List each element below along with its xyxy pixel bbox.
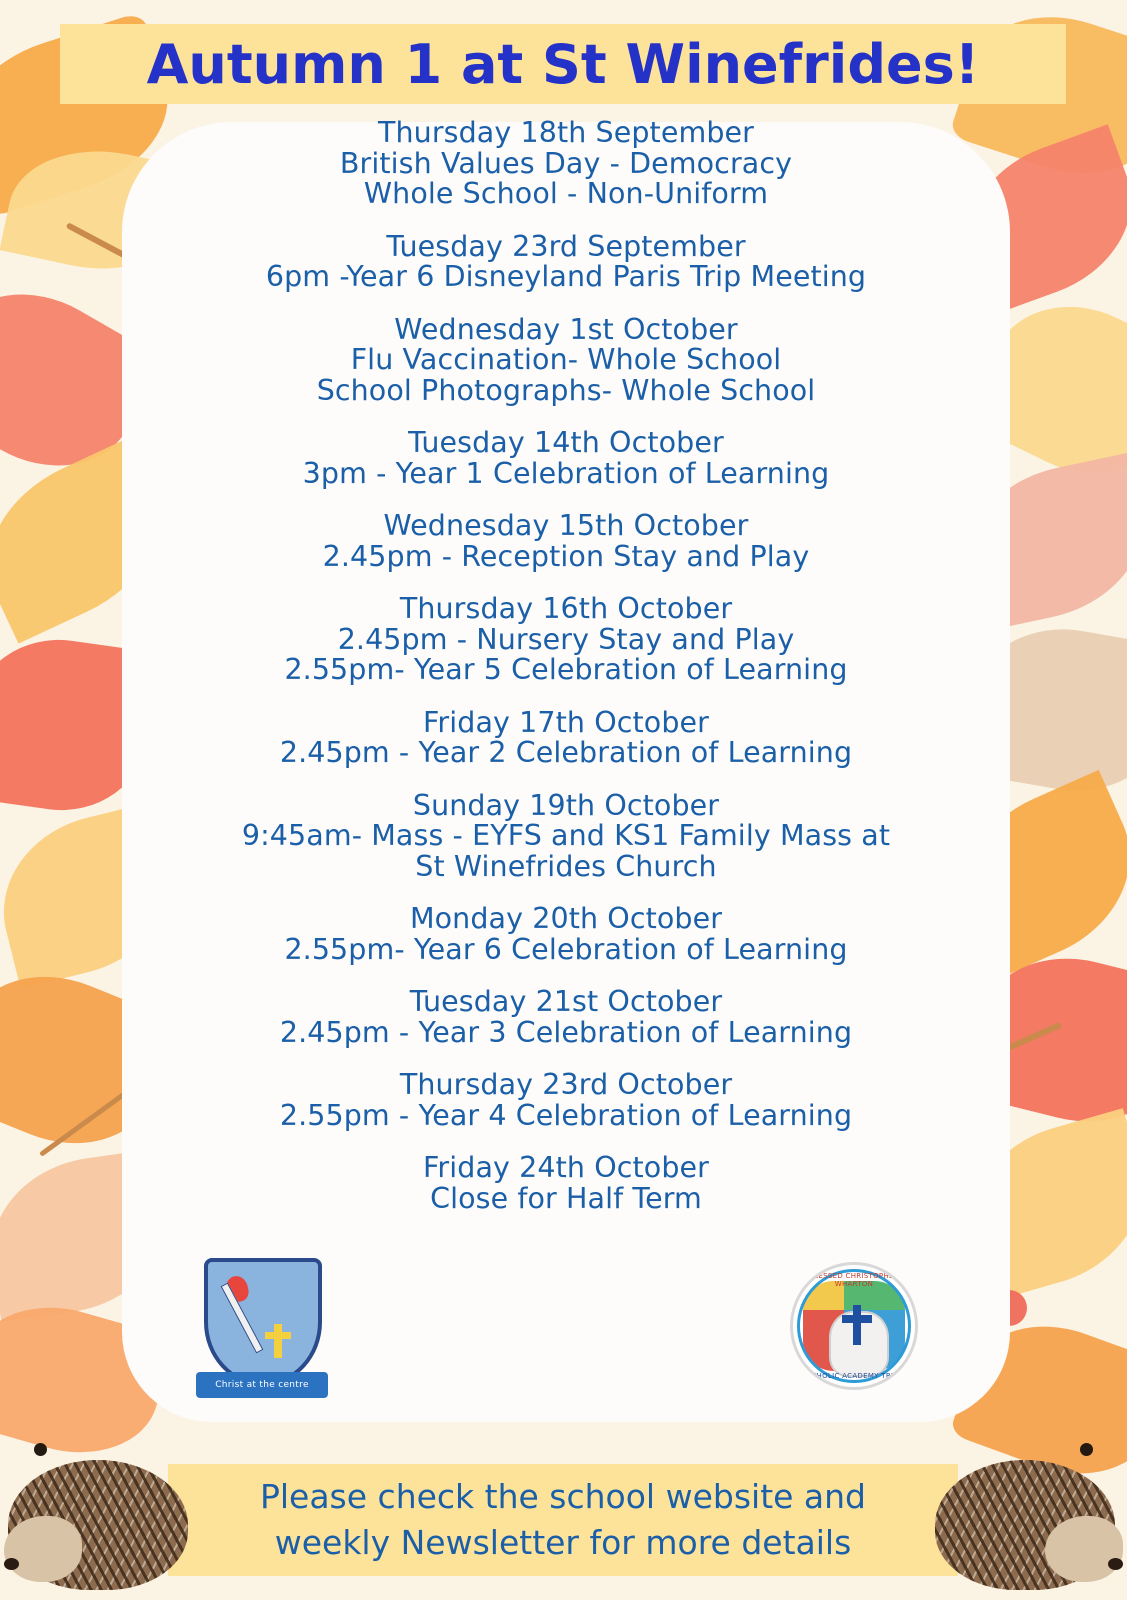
footer-banner bbox=[168, 1464, 958, 1576]
event-detail: School Photographs- Whole School bbox=[316, 373, 816, 407]
event-date: Thursday 23rd October bbox=[399, 1068, 733, 1101]
hedgehog-nose bbox=[4, 1558, 19, 1570]
event-item bbox=[140, 428, 992, 489]
hedgehog-nose bbox=[1108, 1558, 1123, 1570]
event-detail: British Values Day - Democracy bbox=[339, 146, 793, 180]
logo-circle bbox=[790, 1262, 918, 1390]
event-item bbox=[140, 312, 992, 407]
hedgehog-eye bbox=[34, 1443, 47, 1456]
event-item bbox=[140, 594, 992, 686]
crest-ribbon bbox=[196, 1372, 328, 1398]
event-item bbox=[140, 511, 992, 572]
event-date: Monday 20th October bbox=[409, 902, 723, 935]
trust-logo-text-top: BLESSED CHRISTOPHER WHARTON bbox=[809, 1272, 899, 1288]
footer-line-2: weekly Newsletter for more details bbox=[274, 1523, 852, 1562]
school-crest bbox=[196, 1258, 328, 1410]
event-date: Wednesday 15th October bbox=[383, 509, 749, 542]
event-date: Thursday 16th October bbox=[399, 592, 733, 625]
event-date: Friday 24th October bbox=[423, 1151, 709, 1184]
event-detail: 2.55pm- Year 5 Celebration of Learning bbox=[284, 653, 848, 686]
event-date: Sunday 19th October bbox=[412, 788, 720, 822]
event-detail: 2.45pm - Year 2 Celebration of Learning bbox=[279, 736, 853, 769]
event-detail: 2.45pm - Nursery Stay and Play bbox=[337, 622, 795, 656]
event-detail: 6pm -Year 6 Disneyland Paris Trip Meeting bbox=[265, 260, 867, 293]
event-date: Tuesday 14th October bbox=[408, 426, 724, 459]
hedgehog-illustration-left bbox=[0, 1425, 200, 1600]
event-date: Friday 17th October bbox=[423, 705, 709, 739]
hedgehog-illustration-right bbox=[927, 1425, 1127, 1600]
event-detail: 2.55pm - Year 4 Celebration of Learning bbox=[279, 1098, 853, 1132]
event-detail: Close for Half Term bbox=[430, 1181, 702, 1215]
event-item bbox=[140, 1153, 992, 1214]
event-detail: Flu Vaccination- Whole School bbox=[350, 343, 782, 376]
footer-line-1: Please check the school website and bbox=[259, 1477, 867, 1516]
event-detail: 2.45pm - Year 3 Celebration of Learning bbox=[279, 1015, 853, 1049]
event-date: Thursday 18th September bbox=[378, 116, 754, 149]
event-item bbox=[140, 1070, 992, 1131]
event-date: Tuesday 23rd September bbox=[386, 229, 746, 263]
event-item bbox=[140, 705, 992, 769]
event-item bbox=[140, 788, 992, 883]
hedgehog-face bbox=[1045, 1516, 1123, 1582]
crest-motto: Christ at the centre bbox=[215, 1380, 309, 1390]
cross-icon bbox=[274, 1324, 282, 1358]
event-date: Wednesday 1st October bbox=[394, 312, 738, 346]
event-detail: 9:45am- Mass - EYFS and KS1 Family Mass at bbox=[241, 819, 891, 852]
event-item bbox=[140, 987, 992, 1048]
trust-logo-text-bottom: CATHOLIC ACADEMY TRUST bbox=[802, 1372, 906, 1380]
hedgehog-face bbox=[4, 1516, 82, 1582]
event-item bbox=[140, 118, 992, 210]
hedgehog-eye bbox=[1080, 1443, 1093, 1456]
page-title: Autumn 1 at St Winefrides! bbox=[146, 32, 980, 96]
event-detail: 3pm - Year 1 Celebration of Learning bbox=[302, 456, 830, 490]
title-banner bbox=[60, 24, 1066, 104]
event-date: Tuesday 21st October bbox=[409, 985, 723, 1018]
events-list bbox=[140, 118, 992, 1236]
event-item bbox=[140, 229, 992, 293]
event-detail: Whole School - Non-Uniform bbox=[363, 177, 769, 210]
event-item bbox=[140, 904, 992, 965]
event-detail: 2.45pm - Reception Stay and Play bbox=[322, 539, 810, 573]
event-detail: 2.55pm- Year 6 Celebration of Learning bbox=[284, 932, 848, 966]
event-detail: St Winefrides Church bbox=[415, 849, 717, 883]
trust-logo bbox=[790, 1262, 918, 1390]
shield-icon bbox=[204, 1258, 322, 1386]
